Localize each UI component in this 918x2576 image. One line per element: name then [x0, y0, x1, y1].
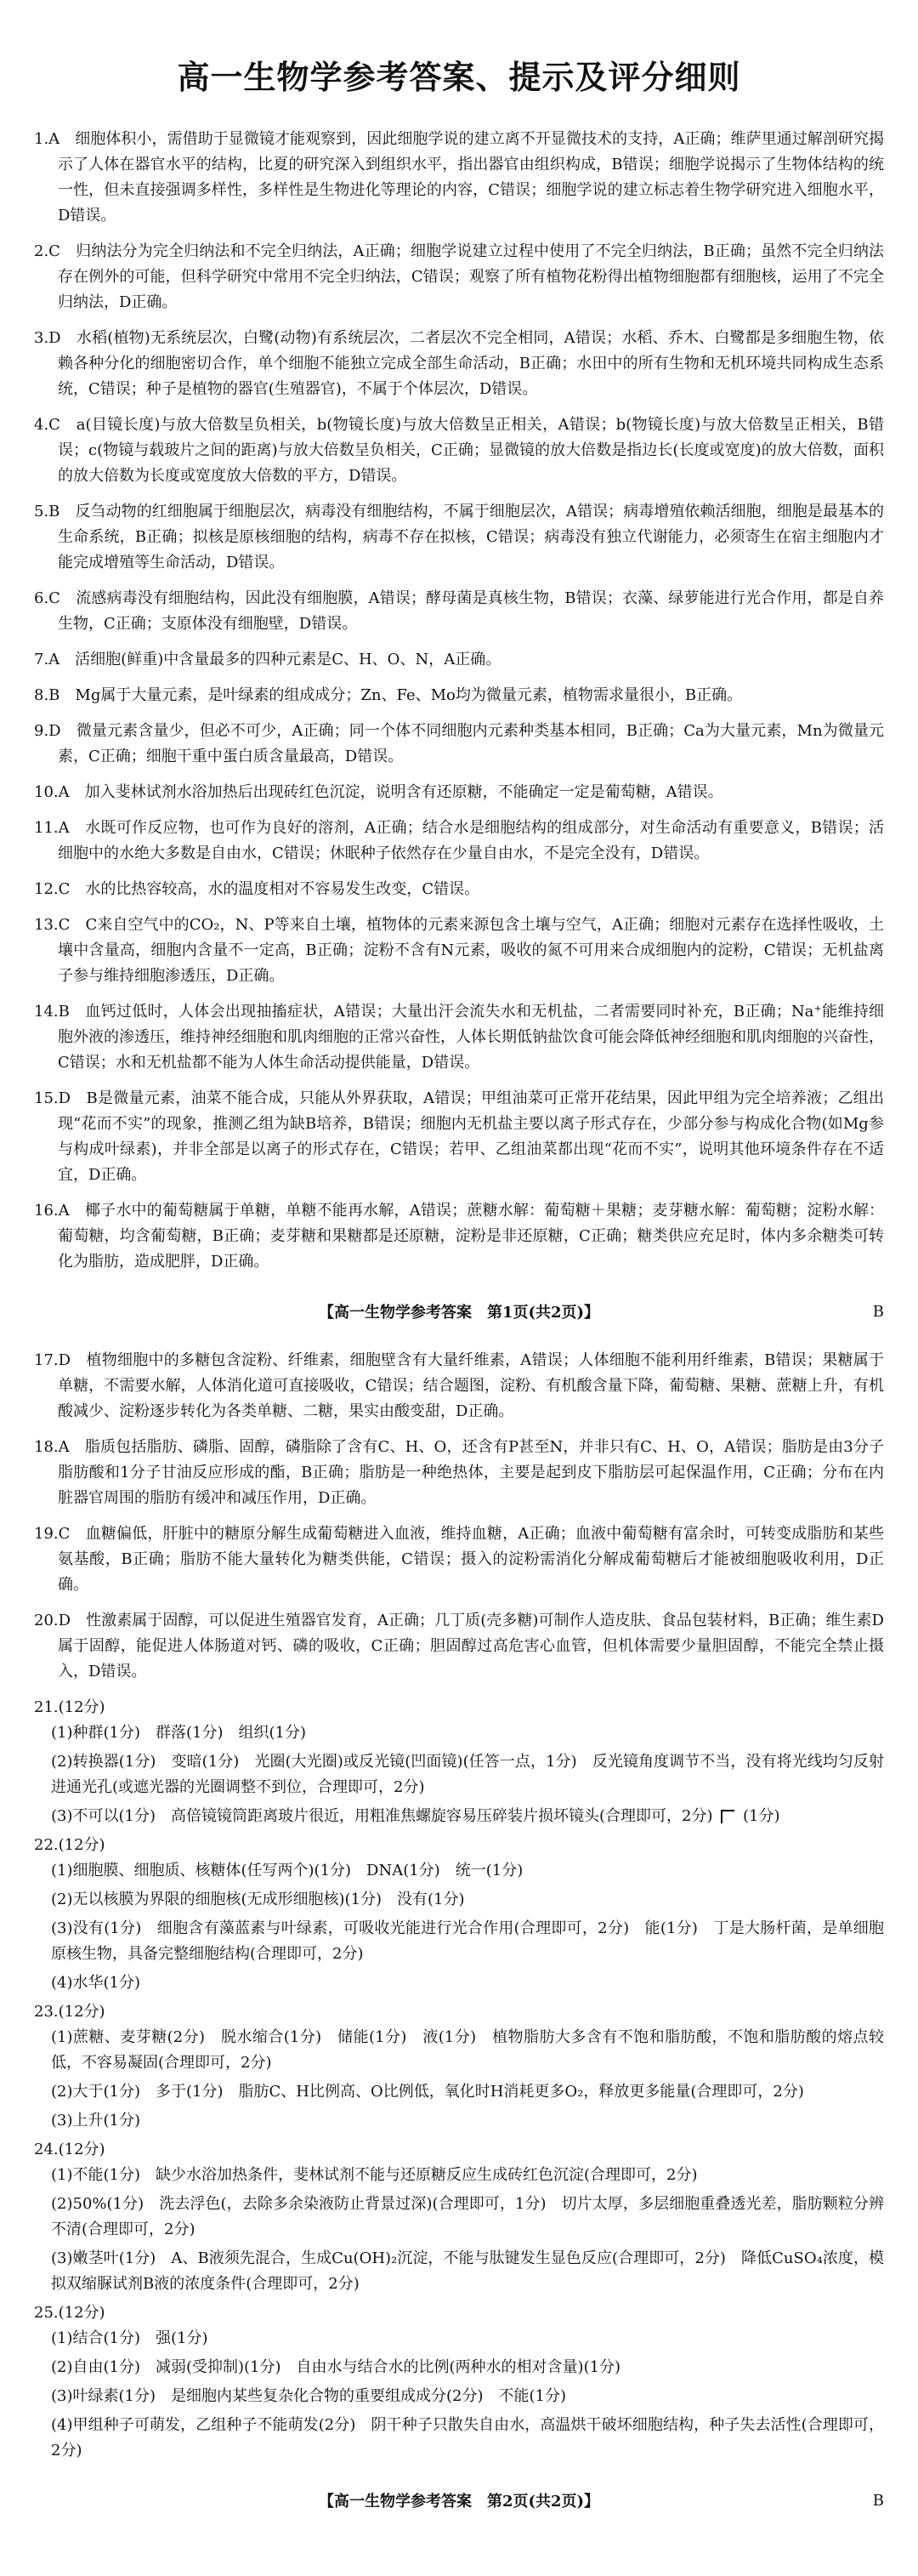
- question-21: [34, 1695, 884, 1829]
- answer-line: (1分): [742, 1807, 780, 1825]
- answer-line: (1)种群(1分) 群落(1分) 组织(1分): [51, 1724, 306, 1742]
- answer-line: (3)叶绿素(1分) 是细胞内某些复杂化合物的重要组成成分(2分) 不能(1分): [51, 2387, 566, 2405]
- footer-text: 【高一生物学参考答案 第1页(共2页)】: [318, 1304, 600, 1322]
- page1-answers: [34, 127, 884, 1275]
- answer-item: 3.D 水稻(植物)无系统层次，白鹭(动物)有系统层次，二者层次不完全相同，A错误；水稻、乔木、白鹭都是多细胞生物，依赖各种分化的细胞密切合作，单个细胞不能独立完成全部生命活动，B正确；水田中的所有生物和无机环境共同构成生态系统，C错误；种子是植物的器官(生殖器官)，不属于个体层次，D错误。: [34, 329, 884, 398]
- page-title: 高一生物学参考答案、提示及评分细则: [177, 58, 741, 96]
- answer-line: (1)不能(1分) 缺少水浴加热条件，斐林试剂不能与还原糖反应生成砖红色沉淀(合理即可，2分): [51, 2166, 698, 2184]
- question-24: [34, 2137, 884, 2297]
- answer-item: 20.D 性激素属于固醇，可以促进生殖器官发育，A正确；几丁质(壳多糖)可制作人造皮肤、食品包装材料，B正确；维生素D属于固醇，能促进人体肠道对钙、磷的吸收，C正确；胆固醇过高危害心血管，但机体需要少量胆固醇，不能完全禁止摄入，D错误。: [34, 1612, 884, 1680]
- answer-line: (2)大于(1分) 多于(1分) 脂肪C、H比例高、O比例低，氧化时H消耗更多O₂，释放更多能量(合理即可，2分): [51, 2083, 804, 2101]
- question-heading: 23.(12分): [34, 2003, 105, 2021]
- answer-item: 8.B Mg属于大量元素，是叶绿素的组成成分；Zn、Fe、Mo均为微量元素，植物需求量很小，B正确。: [34, 686, 743, 704]
- cursor-arrow-icon: [721, 1810, 734, 1823]
- footer-letter: B: [872, 2491, 884, 2510]
- answer-line: (3)不可以(1分) 高倍镜镜筒距离玻片很近，用粗准焦螺旋容易压碎装片损坏镜头(合理即可，2分): [51, 1807, 713, 1825]
- answer-line: (3)上升(1分): [51, 2112, 140, 2130]
- question-22: [34, 1833, 884, 1996]
- question-heading: 22.(12分): [34, 1836, 105, 1854]
- answer-item: 9.D 微量元素含量少，但必不可少，A正确；同一个体不同细胞内元素种类基本相同，B正确；Ca为大量元素，Mn为微量元素，C正确；细胞干重中蛋白质含量最高，D错误。: [34, 722, 884, 765]
- answer-item: 19.C 血糖偏低，肝脏中的糖原分解生成葡萄糖进入血液，维持血糖，A正确；血液中葡萄糖有富余时，可转变成脂肪和某些氨基酸，B正确；脂肪不能大量转化为糖类供能，C错误；摄入的淀粉需消化分解成葡萄糖后才能被细胞吸收利用，D正确。: [34, 1525, 884, 1594]
- answer-item: 2.C 归纳法分为完全归纳法和不完全归纳法，A正确；细胞学说建立过程中使用了不完全归纳法，B正确；虽然不完全归纳法存在例外的可能，但科学研究中常用不完全归纳法，C错误；观察了所有植物花粉得出植物细胞都有细胞核，运用了不完全归纳法，D正确。: [34, 242, 884, 311]
- answer-line: (4)水华(1分): [51, 1974, 140, 1992]
- answer-item: 6.C 流感病毒没有细胞结构，因此没有细胞膜，A错误；酵母菌是真核生物，B错误；衣藻、绿萝能进行光合作用，都是自养生物，C正确；支原体没有细胞壁，D错误。: [34, 589, 884, 633]
- answer-item: 4.C a(目镜长度)与放大倍数呈负相关，b(物镜长度)与放大倍数呈正相关，A错误；b(物镜长度)与放大倍数呈正相关，B错误；c(物镜与载玻片之间的距离)与放大倍数呈负相关，C正确；显微镜的放大倍数是指边长(长度或宽度)的放大倍数，面积的放大倍数为长度或宽度放大倍数的平方，D错误。: [34, 416, 884, 485]
- answer-item: 11.A 水既可作反应物，也可作为良好的溶剂，A正确；结合水是细胞结构的组成部分，对生命活动有重要意义，B错误；活细胞中的水绝大多数是自由水，C错误；休眠种子依然存在少量自由水，不是完全没有，D错误。: [34, 819, 884, 862]
- answer-line: (2)无以核膜为界限的细胞核(无成形细胞核)(1分) 没有(1分): [51, 1891, 465, 1908]
- answer-item: 12.C 水的比热容较高，水的温度相对不容易发生改变，C错误。: [34, 880, 480, 898]
- answer-line: (2)转换器(1分) 变暗(1分) 光圈(大光圈)或反光镜(凹面镜)(任答一点，1分) 反光镜角度调节不当，没有将光线均匀反射进通光孔(或遮光器的光圈调整不到位，合理即可，2分): [51, 1753, 884, 1796]
- answer-line: (1)细胞膜、细胞质、核糖体(任写两个)(1分) DNA(1分) 统一(1分): [51, 1862, 524, 1879]
- answer-line: (1)蔗糖、麦芽糖(2分) 脱水缩合(1分) 储能(1分) 液(1分) 植物脂肪大多含有不饱和脂肪酸，不饱和脂肪酸的熔点较低，不容易凝固(合理即可，2分): [51, 2028, 884, 2072]
- answer-item: 16.A 椰子水中的葡萄糖属于单糖，单糖不能再水解，A错误；蔗糖水解：葡萄糖＋果糖；麦芽糖水解：葡萄糖；淀粉水解：葡萄糖，均含葡萄糖，B正确；麦芽糖和果糖都是还原糖，淀粉是非还原糖，C正确；糖类供应充足时，体内多余糖类可转化为脂肪，造成肥胖，D正确。: [34, 1202, 884, 1271]
- page-footer-1: [34, 1300, 884, 1322]
- answer-item: 13.C C来自空气中的CO₂，N、P等来自土壤，植物体的元素来源包含土壤与空气，A正确；细胞对元素存在选择性吸收，土壤中含量高，细胞内含量不一定高，B正确；淀粉不含有N元素，吸收的氮不可用来合成细胞内的淀粉，C错误；无机盐离子参与维持细胞渗透压，D正确。: [34, 916, 884, 985]
- answer-line: (2)50%(1分) 洗去浮色(，去除多余染液防止背景过深)(合理即可，1分) 切片太厚，多层细胞重叠透光差，脂肪颗粒分辨不清(合理即可，2分): [51, 2195, 884, 2238]
- page-footer-2: [34, 2489, 884, 2511]
- answer-item: 7.A 活细胞(鲜重)中含量最多的四种元素是C、H、O、N，A正确。: [34, 651, 502, 668]
- footer-text: 【高一生物学参考答案 第2页(共2页)】: [318, 2493, 600, 2511]
- question-23: [34, 1999, 884, 2134]
- page2-answers: [34, 1348, 884, 1685]
- footer-letter: B: [872, 1302, 884, 1321]
- answer-line: (1)结合(1分) 强(1分): [51, 2329, 208, 2347]
- question-heading: 21.(12分): [34, 1698, 105, 1716]
- answer-line: (2)自由(1分) 减弱(受抑制)(1分) 自由水与结合水的比例(两种水的相对含量)(1分): [51, 2358, 621, 2376]
- answer-line: (3)没有(1分) 细胞含有藻蓝素与叶绿素，可吸收光能进行光合作用(合理即可，2分) 能(1分) 丁是大肠杆菌，是单细胞原核生物，具备完整细胞结构(合理即可，2分): [51, 1919, 884, 1963]
- answer-line: (3)嫩茎叶(1分) A、B液须先混合，生成Cu(OH)₂沉淀，不能与肽键发生显色反应(合理即可，2分) 降低CuSO₄浓度，模拟双缩脲试剂B液的浓度条件(合理即可，2分): [51, 2249, 884, 2293]
- answer-item: 14.B 血钙过低时，人体会出现抽搐症状，A错误；大量出汗会流失水和无机盐，二者需要同时补充，B正确；Na⁺能维持细胞外液的渗透压，维持神经细胞和肌肉细胞的正常兴奋性，人体长期低钠盐饮食可能会降低神经细胞和肌肉细胞的兴奋性，C错误；水和无机盐都不能为人体生命活动提供能量，D错误。: [34, 1003, 884, 1072]
- question-heading: 24.(12分): [34, 2141, 105, 2158]
- answer-item: 1.A 细胞体积小，需借助于显微镜才能观察到，因此细胞学说的建立离不开显微技术的支持，A正确；维萨里通过解剖研究揭示了人体在器官水平的结构，比夏的研究深入到组织水平，指出器官由组织构成，B错误；细胞学说揭示了生物体结构的统一性，但未直接强调多样性，多样性是生物进化等理论的内容，C错误；细胞学说的建立标志着生物学研究进入细胞水平，D错误。: [34, 130, 884, 225]
- answer-item: 5.B 反刍动物的红细胞属于细胞层次，病毒没有细胞结构，不属于细胞层次，A错误；病毒增殖依赖活细胞，细胞是最基本的生命系统，B正确；拟核是原核细胞的结构，病毒不存在拟核，C错误；病毒没有独立代谢能力，必须寄生在宿主细胞内才能完成增殖等生命活动，D错误。: [34, 503, 884, 571]
- answer-item: 10.A 加入斐林试剂水浴加热后出现砖红色沉淀，说明含有还原糖，不能确定一定是葡萄糖，A错误。: [34, 783, 723, 801]
- answer-item: 18.A 脂质包括脂肪、磷脂、固醇，磷脂除了含有C、H、O，还含有P甚至N，并非只有C、H、O，A错误；脂肪是由3分子脂肪酸和1分子甘油反应形成的酯，B正确；脂肪是一种绝热体，主要是起到皮下脂肪层可起保温作用，C正确；分布在内脏器官周围的脂肪有缓冲和减压作用，D正确。: [34, 1438, 884, 1507]
- question-25: [34, 2300, 884, 2464]
- answer-item: 17.D 植物细胞中的多糖包含淀粉、纤维素，细胞壁含有大量纤维素，A错误；人体细胞不能利用纤维素，B错误；果糖属于单糖，不需要水解，人体消化道可直接吸收，C错误；结合题图，淀粉、有机酸含量下降，葡萄糖、果糖、蔗糖上升，有机酸减少、淀粉逐步转化为各类单糖、二糖，果实由酸变甜，D正确。: [34, 1351, 884, 1420]
- question-heading: 25.(12分): [34, 2304, 105, 2322]
- answer-item: 15.D B是微量元素，油菜不能合成，只能从外界获取，A错误；甲组油菜可正常开花结果，因此甲组为完全培养液；乙组出现“花而不实”的现象，推测乙组为缺B培养，B错误；细胞内无机盐主要以离子形式存在，少部分参与构成化合物(如Mg参与构成叶绿素)，并非全部是以离子的形式存在，C错误；若甲、乙组油菜都出现“花而不实”，说明其他环境条件存在不适宜，D正确。: [34, 1089, 884, 1184]
- answer-line: (4)甲组种子可萌发，乙组种子不能萌发(2分) 阴干种子只散失自由水，高温烘干破坏细胞结构，种子失去活性(合理即可，2分): [51, 2416, 884, 2459]
